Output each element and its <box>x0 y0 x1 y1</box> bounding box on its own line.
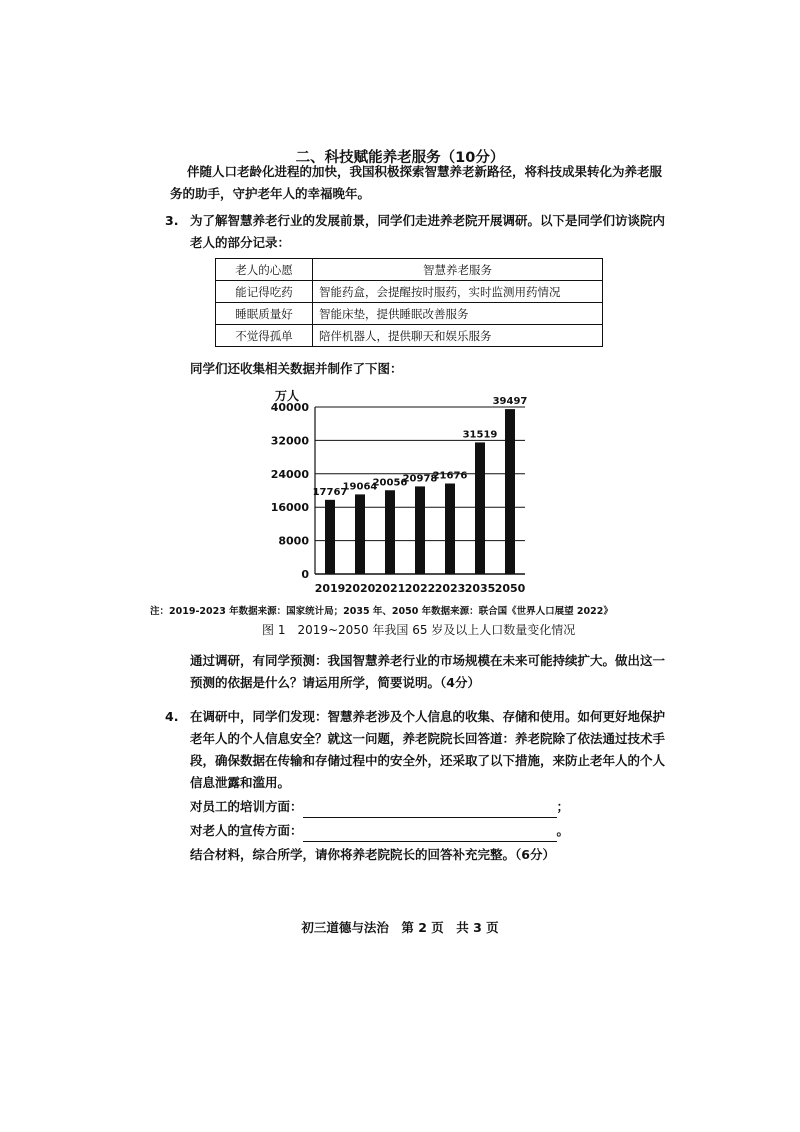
table-header-service: 智慧养老服务 <box>313 259 603 281</box>
table-row <box>216 281 603 303</box>
chart-bar-2023 <box>445 484 455 574</box>
chart-x-tick-label: 2019 <box>314 582 346 595</box>
chart-source-note: 注：2019-2023 年数据来源：国家统计局；2035 年、2050 年数据来源：联合国《世界人口展望 2022》 <box>150 606 613 617</box>
table-header-wish: 老人的心愿 <box>216 259 313 281</box>
chart-y-tick-label: 16000 <box>270 501 309 515</box>
chart-bar-2021 <box>385 490 395 574</box>
table-header-row <box>216 259 603 281</box>
chart-x-tick-label: 2021 <box>374 582 406 595</box>
table-cell: 睡眠质量好 <box>216 303 313 325</box>
chart-y-tick-label: 0 <box>301 568 309 581</box>
elderly-publicity-answer-blank[interactable] <box>303 827 557 842</box>
chart-x-tick-label: 2020 <box>344 582 376 595</box>
population-bar-chart <box>260 385 560 600</box>
question-3-line-1: 为了解智慧养老行业的发展前景，同学们走进养老院开展调研。以下是同学们访谈院内 <box>190 213 666 228</box>
staff-training-answer-blank[interactable] <box>303 803 557 818</box>
staff-training-fill-row <box>190 796 569 818</box>
data-intro-text: 同学们还收集相关数据并制作了下图： <box>190 361 403 376</box>
chart-y-axis-label: 万人 <box>275 389 300 403</box>
question-3-prompt-line-2: 预测的依据是什么？请运用所学，简要说明。（4分） <box>190 675 480 690</box>
table-cell: 不觉得孤单 <box>216 325 313 347</box>
question-4-line-2: 老年人的个人信息安全？就这一问题，养老院院长回答道：养老院除了依法通过技术手 <box>190 731 666 746</box>
elderly-publicity-end-mark: 。 <box>556 823 570 838</box>
intro-line-2: 务的助手，守护老年人的幸福晚年。 <box>170 186 371 201</box>
chart-data-label: 19064 <box>342 481 378 493</box>
question-3-number: 3. <box>165 213 179 228</box>
interview-table <box>215 258 603 347</box>
chart-data-label: 39497 <box>492 396 528 408</box>
elderly-publicity-label: 对老人的宣传方面： <box>190 823 303 838</box>
chart-data-label: 31519 <box>462 429 498 441</box>
chart-caption: 图 1 2019~2050 年我国 65 岁及以上人口数量变化情况 <box>262 623 576 637</box>
table-cell: 能记得吃药 <box>216 281 313 303</box>
staff-training-end-mark: ； <box>556 799 570 814</box>
chart-x-tick-label: 2022 <box>404 582 436 595</box>
table-row <box>216 303 603 325</box>
table-cell: 陪伴机器人，提供聊天和娱乐服务 <box>313 325 603 347</box>
chart-data-label: 17767 <box>312 486 348 498</box>
question-4-line-4: 信息泄露和滥用。 <box>190 775 291 790</box>
chart-data-label: 20056 <box>372 477 408 489</box>
chart-x-tick-label: 2050 <box>494 582 526 595</box>
question-4-line-1: 在调研中，同学们发现：智慧养老涉及个人信息的收集、存储和使用。如何更好地保护 <box>190 709 666 724</box>
chart-y-tick-label: 8000 <box>278 534 309 548</box>
table-cell: 智能床垫，提供睡眠改善服务 <box>313 303 603 325</box>
chart-x-tick-label: 2023 <box>434 582 466 595</box>
chart-x-tick-label: 2035 <box>464 582 496 595</box>
question-4-number: 4. <box>165 709 179 724</box>
chart-y-tick-label: 40000 <box>270 401 309 414</box>
question-4-line-3: 段，确保数据在传输和存储过程中的安全外，还采取了以下措施，来防止老年人的个人 <box>190 753 666 768</box>
chart-bar-2035 <box>475 442 485 574</box>
chart-y-tick-label: 24000 <box>270 467 309 481</box>
staff-training-label: 对员工的培训方面： <box>190 799 303 814</box>
question-3-prompt-line-1: 通过调研，有同学预测：我国智慧养老行业的市场规模在未来可能持续扩大。做出这一 <box>190 653 666 668</box>
question-4-instruction: 结合材料，综合所学，请你将养老院院长的回答补充完整。（6分） <box>190 847 555 862</box>
chart-data-label: 20978 <box>402 473 438 485</box>
chart-bar-2019 <box>325 500 335 574</box>
elderly-publicity-fill-row <box>190 820 569 842</box>
table-cell: 智能药盒，会提醒按时服药，实时监测用药情况 <box>313 281 603 303</box>
question-3-line-2: 老人的部分记录： <box>190 235 291 250</box>
chart-bar-2020 <box>355 494 365 574</box>
table-row <box>216 325 603 347</box>
chart-bar-2050 <box>505 409 515 574</box>
intro-line-1: 伴随人口老龄化进程的加快，我国积极探索智慧养老新路径，将科技成果转化为养老服 <box>187 164 663 179</box>
chart-y-tick-label: 32000 <box>270 434 309 448</box>
chart-bar-2022 <box>415 486 425 574</box>
chart-data-label: 21676 <box>432 470 468 482</box>
page-footer: 初三道德与法治 第 2 页 共 3 页 <box>301 920 499 935</box>
section-title: 二、科技赋能养老服务（10分） <box>295 150 505 166</box>
